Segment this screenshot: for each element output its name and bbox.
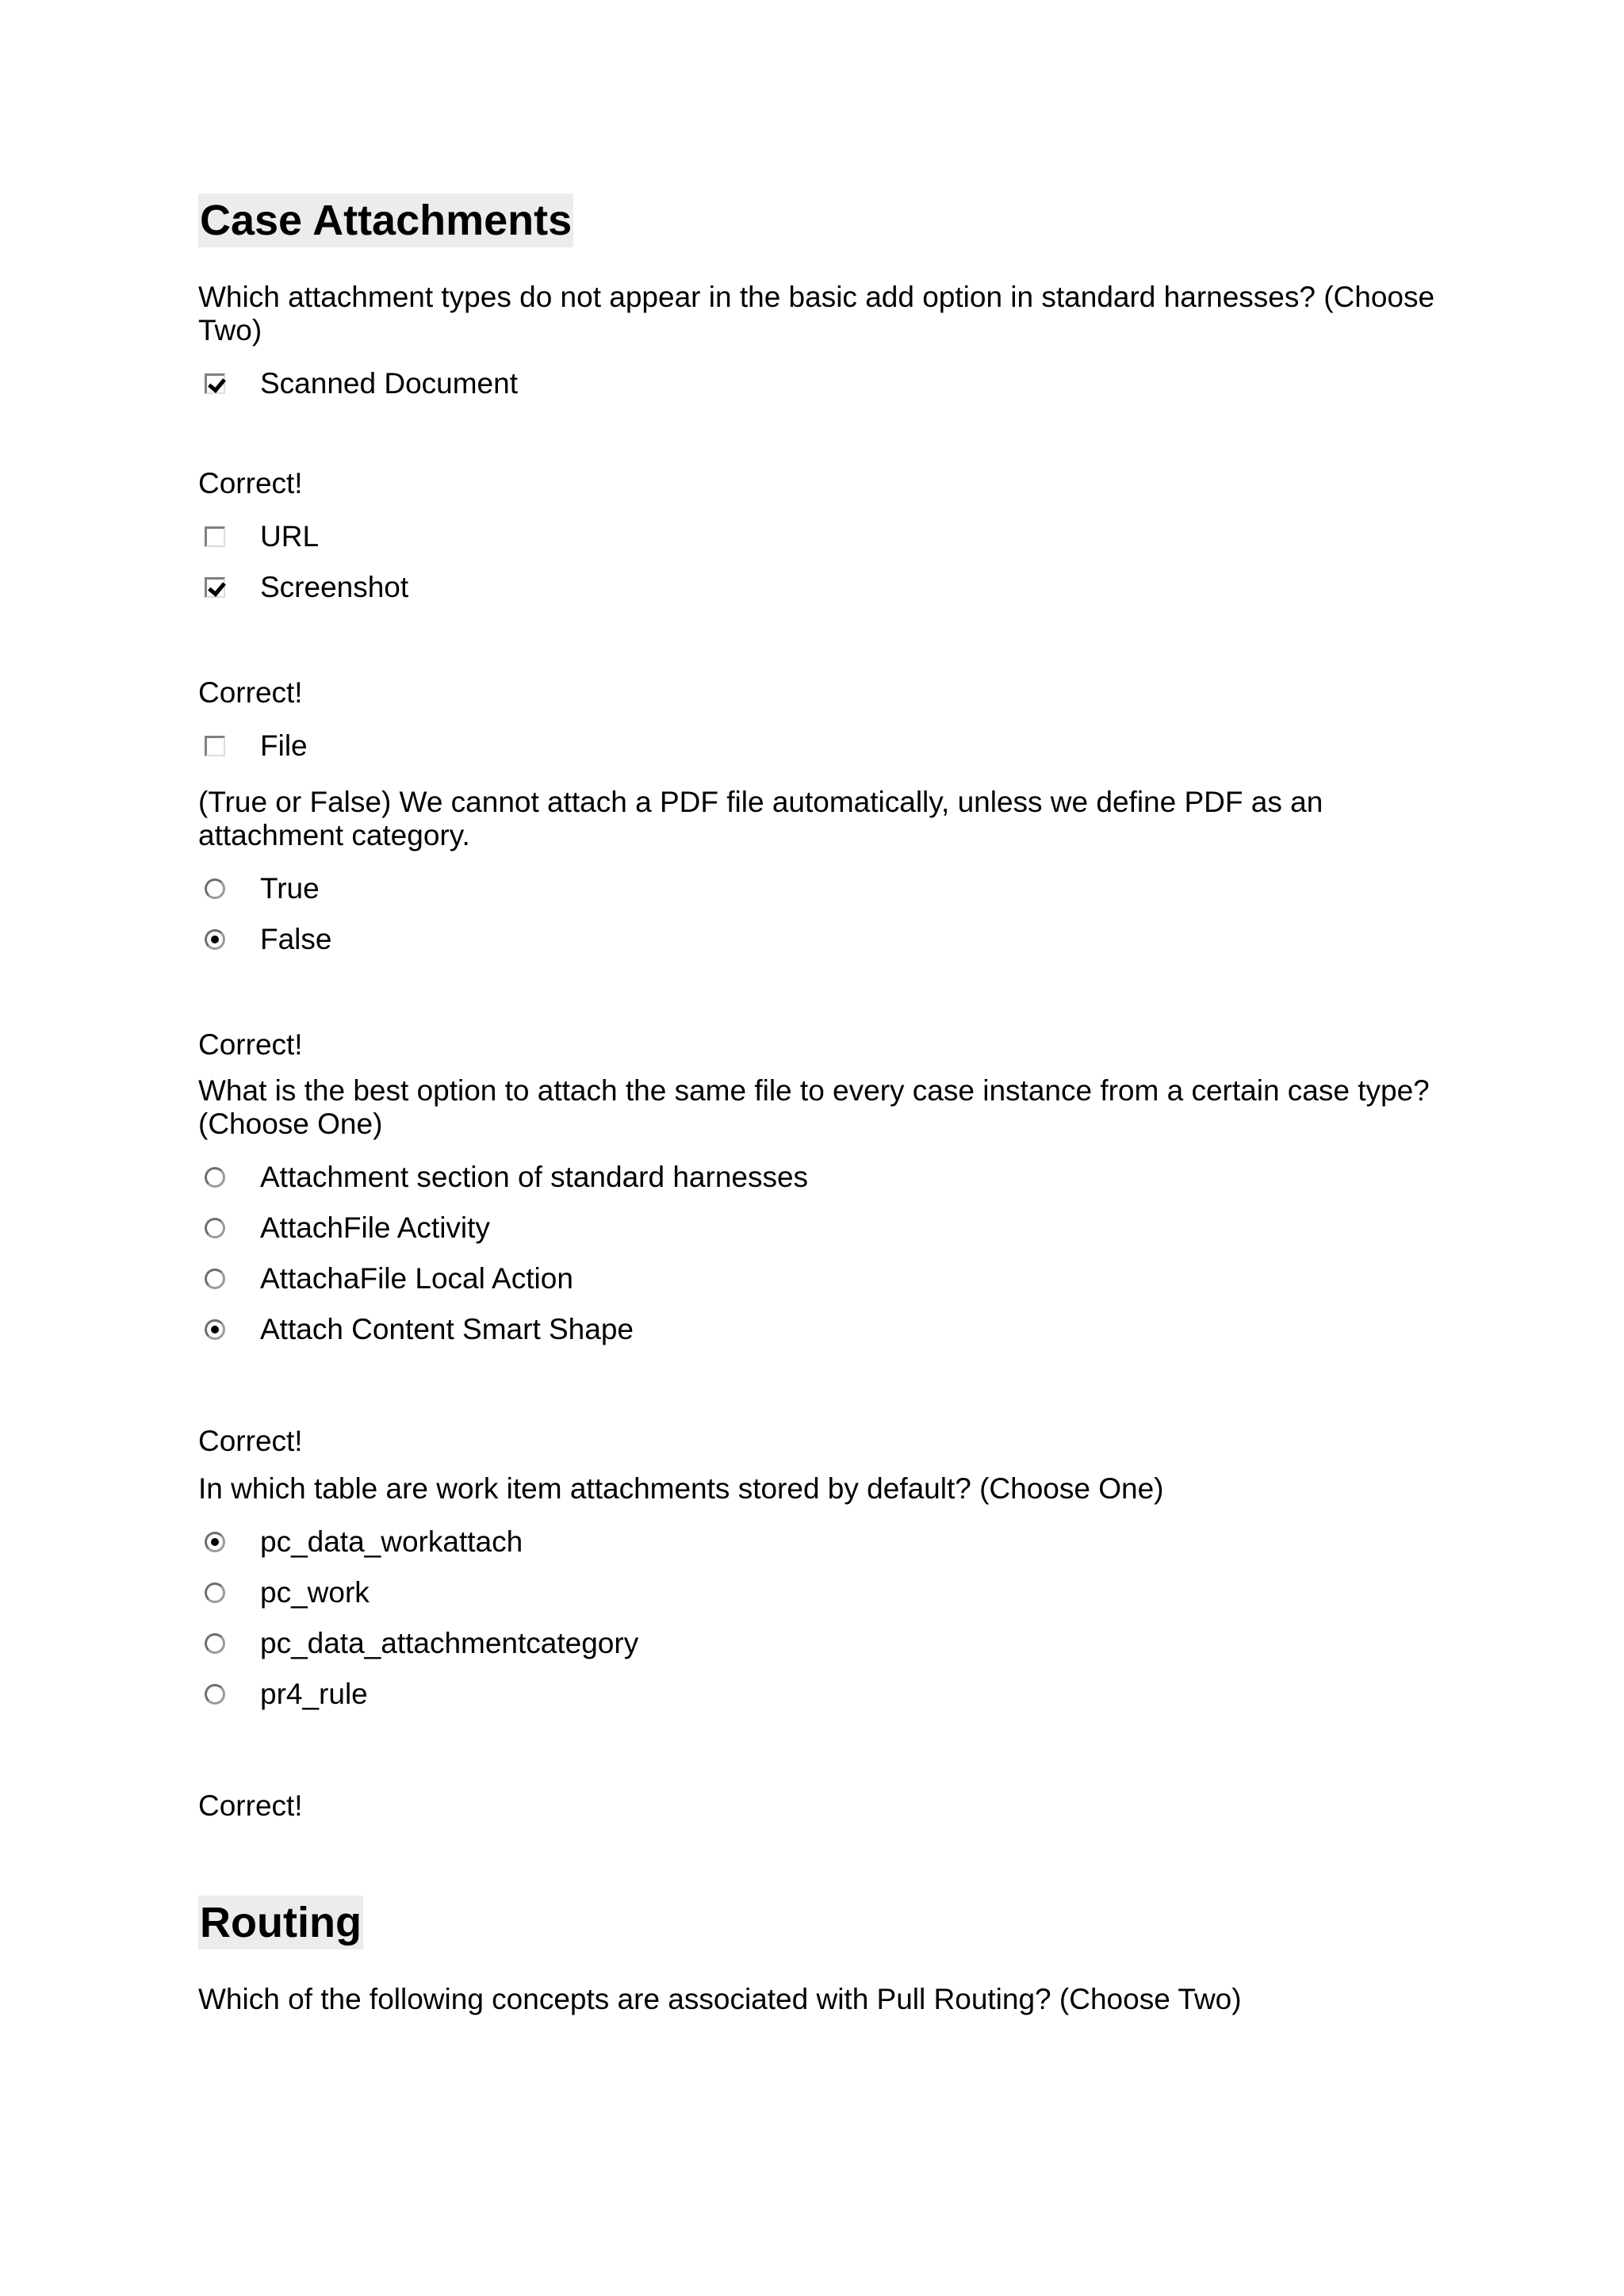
option-screenshot[interactable] [198,562,1435,613]
option-attachfile-activity[interactable] [198,1203,1435,1253]
option-label: pc_work [260,1576,370,1609]
option-pc-data-attachmentcategory[interactable] [198,1618,1435,1669]
feedback-correct: Correct! [198,1789,303,1822]
option-scanned-document[interactable] [198,358,1435,409]
option-label: URL [260,520,320,553]
option-label: False [260,923,332,955]
checkbox-unchecked-icon[interactable] [205,736,225,756]
option-attachafile-local-action[interactable] [198,1253,1435,1304]
option-label: pr4_rule [260,1678,368,1710]
radio-unselected-icon[interactable] [205,1684,225,1705]
question-5-text: Which of the following concepts are associated with Pull Routing? (Choose Two) [198,1983,1242,2015]
quiz-page [198,193,1435,2016]
option-label: AttachaFile Local Action [260,1262,573,1295]
radio-selected-icon[interactable] [205,929,225,950]
radio-unselected-icon[interactable] [205,878,225,899]
option-pc-work[interactable] [198,1567,1435,1618]
section-title-routing: Routing [198,1896,363,1950]
option-label: Attach Content Smart Shape [260,1313,634,1345]
option-label: True [260,872,320,905]
checkbox-checked-icon[interactable] [205,373,225,394]
option-true[interactable] [198,863,1435,914]
section-title-case-attachments: Case Attachments [198,193,573,247]
question-1-text: Which attachment types do not appear in the basic add option in standard harnesses? (Choose Two) [198,281,1435,346]
feedback-correct: Correct! [198,467,303,499]
option-pc-data-workattach[interactable] [198,1517,1435,1567]
option-label: File [260,729,308,762]
option-label: pc_data_workattach [260,1525,523,1558]
radio-unselected-icon[interactable] [205,1269,225,1289]
option-label: Attachment section of standard harnesses [260,1161,809,1193]
feedback-correct: Correct! [198,676,303,709]
option-label: pc_data_attachmentcategory [260,1627,639,1659]
question-4-text: In which table are work item attachments stored by default? (Choose One) [198,1472,1164,1505]
radio-unselected-icon[interactable] [205,1218,225,1238]
option-attachment-section[interactable] [198,1152,1435,1203]
question-2-text: (True or False) We cannot attach a PDF file automatically, unless we define PDF as an attachment category. [198,786,1323,851]
option-label: Scanned Document [260,367,518,400]
radio-unselected-icon[interactable] [205,1167,225,1188]
option-attach-content-smart-shape[interactable] [198,1304,1435,1355]
option-pr4-rule[interactable] [198,1669,1435,1720]
option-url[interactable] [198,511,1435,562]
option-label: Screenshot [260,571,409,603]
option-label: AttachFile Activity [260,1211,490,1244]
option-false[interactable] [198,914,1435,965]
radio-unselected-icon[interactable] [205,1582,225,1603]
option-file[interactable] [198,721,1435,771]
question-3-text: What is the best option to attach the same file to every case instance from a certain case type? (Choose One) [198,1074,1430,1140]
radio-selected-icon[interactable] [205,1532,225,1552]
radio-unselected-icon[interactable] [205,1633,225,1654]
radio-selected-icon[interactable] [205,1319,225,1340]
checkbox-unchecked-icon[interactable] [205,526,225,547]
checkbox-checked-icon[interactable] [205,577,225,598]
feedback-correct: Correct! [198,1028,303,1061]
feedback-correct: Correct! [198,1425,303,1457]
